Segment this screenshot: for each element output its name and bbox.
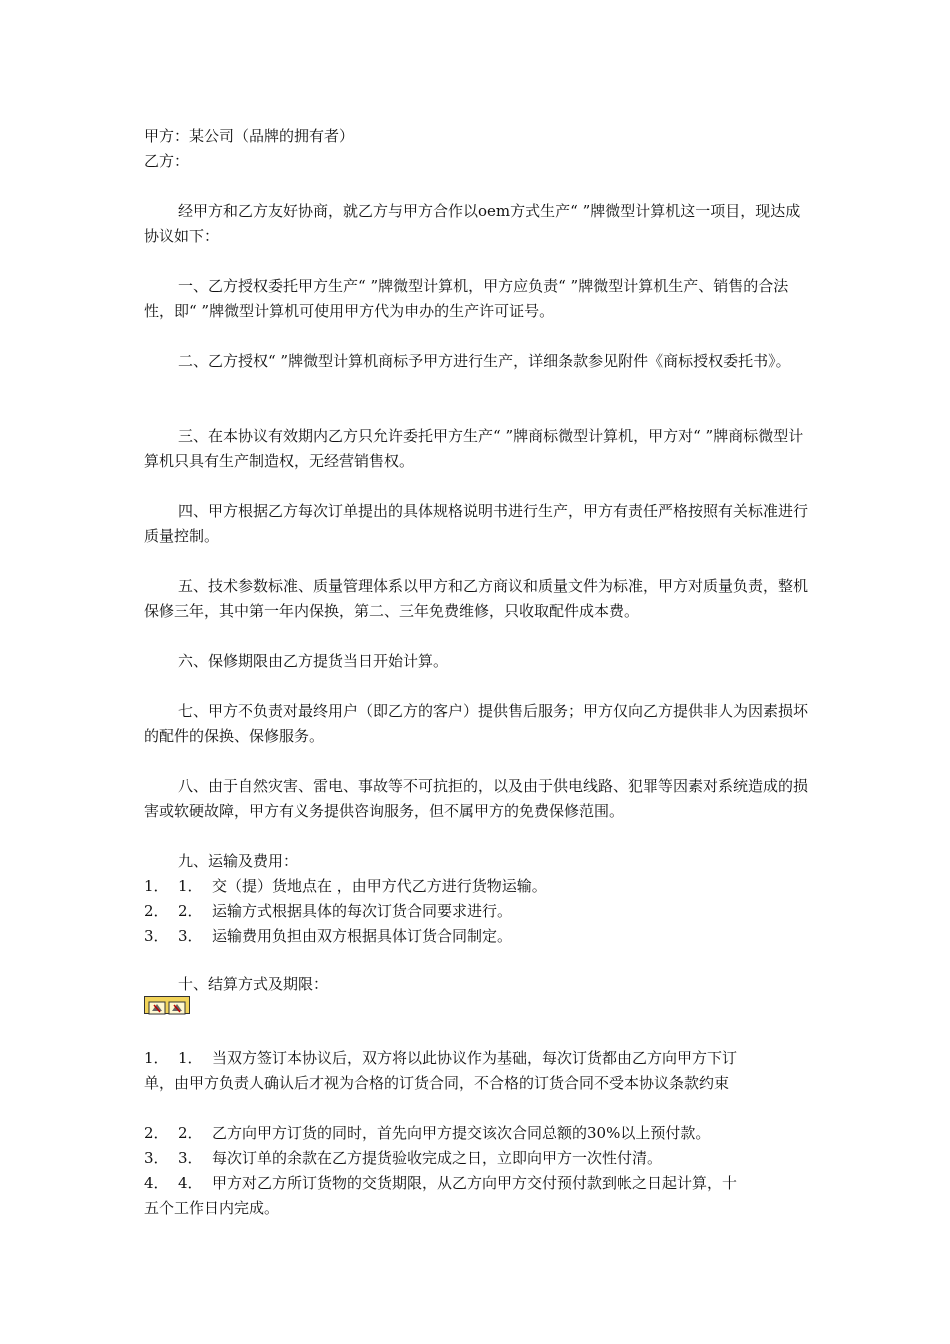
list-item: 2． 2． 乙方向甲方订货的同时，首先向甲方提交该次合同总额的30%以上预付款。 — [144, 1124, 711, 1142]
clause-8: 八、由于自然灾害、雷电、事故等不可抗拒的，以及由于供电线路、犯罪等因素对系统造成的损害或软硬故障，甲方有义务提供咨询服务，但不属甲方的免费保修范围。 — [144, 777, 809, 820]
list-item-continuation: 单，由甲方负责人确认后才视为合格的订货合同，不合格的订货合同不受本协议条款约束 — [144, 1074, 730, 1092]
list-item: 1． 1． 交（提）货地点在 ，由甲方代乙方进行货物运输。 — [144, 877, 547, 895]
list-item: 3． 3． 运输费用负担由双方根据具体订货合同制定。 — [144, 927, 513, 945]
clause-1: 一、乙方授权委托甲方生产“ ”牌微型计算机，甲方应负责“ ”牌微型计算机生产、销售的合法性，即“ ”牌微型计算机可使用甲方代为申办的生产许可证号。 — [144, 277, 789, 320]
list-item: 1． 1． 当双方签订本协议后，双方将以此协议作为基础，每次订货都由乙方向甲方下订 — [144, 1049, 738, 1067]
list-item-continuation: 五个工作日内完成。 — [144, 1199, 280, 1217]
intro-paragraph: 经甲方和乙方友好协商，就乙方与甲方合作以oem方式生产“ ”牌微型计算机这一项目，现达成协议如下： — [144, 202, 801, 245]
clause-7: 七、甲方不负责对最终用户（即乙方的客户）提供售后服务；甲方仅向乙方提供非人为因素损坏的配件的保换、保修服务。 — [144, 702, 809, 745]
list-item: 4． 4． 甲方对乙方所订货物的交货期限，从乙方向甲方交付预付款到帐之日起计算，十 — [144, 1174, 738, 1192]
list-item: 3． 3． 每次订单的余款在乙方提货验收完成之日，立即向甲方一次性付清。 — [144, 1149, 663, 1167]
image-placeholder-icon — [144, 996, 190, 1014]
clause-4: 四、甲方根据乙方每次订单提出的具体规格说明书进行生产，甲方有责任严格按照有关标准进行质量控制。 — [144, 502, 809, 545]
clause-2: 二、乙方授权“ ”牌微型计算机商标予甲方进行生产，详细条款参见附件《商标授权委托书》。 — [178, 352, 791, 370]
broken-image-icon — [168, 998, 186, 1012]
list-item: 2． 2． 运输方式根据具体的每次订货合同要求进行。 — [144, 902, 513, 920]
party-b: 乙方： — [144, 152, 190, 170]
clause-3: 三、在本协议有效期内乙方只允许委托甲方生产“ ”牌商标微型计算机，甲方对“ ”牌商标微型计算机只具有生产制造权，无经营销售权。 — [144, 427, 804, 470]
clause-5: 五、技术参数标准、质量管理体系以甲方和乙方商议和质量文件为标准，甲方对质量负责，整机保修三年，其中第一年内保换，第二、三年免费维修，只收取配件成本费。 — [144, 577, 809, 620]
party-a: 甲方：某公司（品牌的拥有者） — [144, 127, 355, 145]
broken-image-icon — [148, 998, 166, 1012]
transport-title: 九、运输及费用： — [178, 852, 299, 870]
settlement-title: 十、结算方式及期限： — [178, 975, 329, 993]
clause-6: 六、保修期限由乙方提货当日开始计算。 — [178, 652, 449, 670]
